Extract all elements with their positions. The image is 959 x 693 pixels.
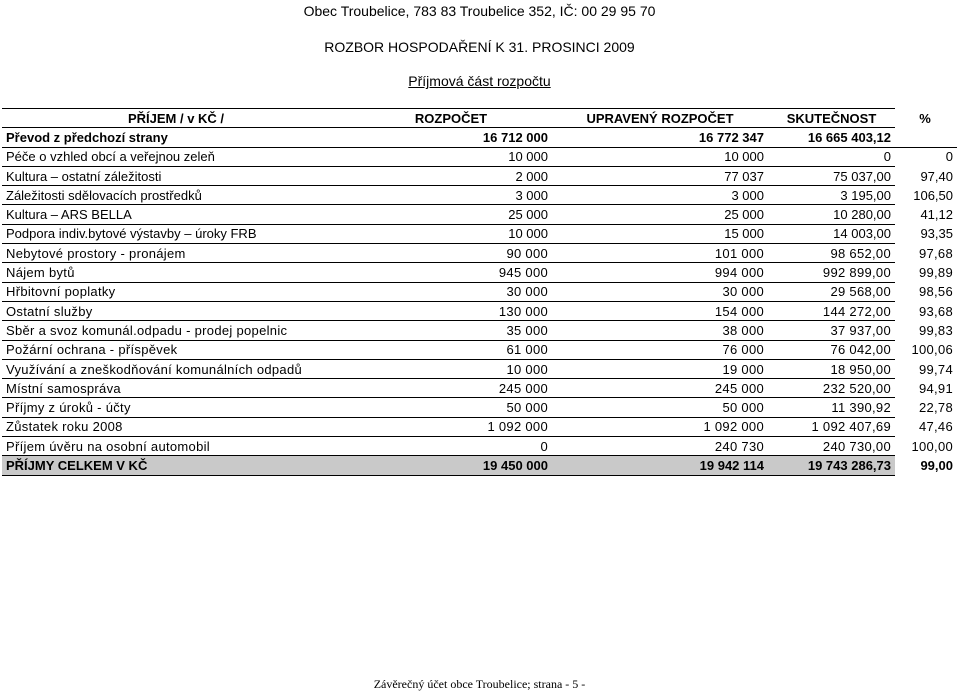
document-title: ROZBOR HOSPODAŘENÍ K 31. PROSINCI 2009 [324, 39, 635, 55]
table-row [2, 417, 957, 436]
row-name: Nájem bytů [2, 263, 350, 282]
row-name: Podpora indiv.bytové výstavby – úroky FRB [2, 224, 350, 243]
row-name: Zůstatek roku 2008 [2, 417, 350, 436]
row-adjusted-budget: 38 000 [552, 321, 768, 340]
row-percent [895, 128, 957, 147]
row-budget: 35 000 [350, 321, 552, 340]
total-budget: 19 450 000 [350, 456, 552, 475]
row-name: Příjem úvěru na osobní automobil [2, 437, 350, 456]
income-budget-table [2, 108, 957, 476]
row-percent: 100,00 [911, 438, 953, 454]
row-actual: 14 003,00 [768, 224, 895, 243]
row-percent: 94,91 [918, 380, 953, 396]
row-adjusted-budget: 101 000 [552, 244, 768, 263]
row-actual: 10 280,00 [768, 205, 895, 224]
row-budget: 245 000 [350, 379, 552, 398]
row-adjusted-budget: 3 000 [552, 186, 768, 205]
row-percent: 106,50 [913, 187, 953, 203]
row-percent: 98,56 [918, 284, 953, 300]
document-header-address: Obec Troubelice, 783 83 Troubelice 352, IČ: 00 29 95 70 [303, 3, 656, 19]
row-name: Hřbitovní poplatky [2, 282, 350, 301]
total-percent: 99,00 [895, 456, 957, 475]
row-percent: 47,46 [918, 419, 953, 435]
table-row [2, 186, 957, 205]
row-budget: 2 000 [350, 166, 552, 185]
row-adjusted-budget: 15 000 [552, 224, 768, 243]
row-actual: 232 520,00 [768, 379, 895, 398]
page-footer: Závěrečný účet obce Troubelice; strana - 5 - [373, 677, 586, 691]
row-name: Převod z předchozí strany [2, 128, 350, 147]
row-actual: 98 652,00 [768, 244, 895, 263]
row-percent: 100,06 [911, 342, 953, 358]
row-percent: 0 [945, 149, 953, 165]
row-adjusted-budget: 154 000 [552, 301, 768, 320]
row-percent: 99,83 [918, 322, 953, 338]
row-adjusted-budget: 245 000 [552, 379, 768, 398]
table-row [2, 147, 957, 166]
row-name: Požární ochrana - příspěvek [2, 340, 350, 359]
row-name: Kultura – ARS BELLA [2, 205, 350, 224]
column-header-percent: % [919, 110, 931, 126]
row-name: Péče o vzhled obcí a veřejnou zeleň [2, 147, 350, 166]
row-adjusted-budget: 1 092 000 [552, 417, 768, 436]
row-percent: 93,35 [920, 226, 953, 242]
table-row [2, 359, 957, 378]
row-budget: 61 000 [350, 340, 552, 359]
row-adjusted-budget: 10 000 [552, 147, 768, 166]
row-adjusted-budget: 994 000 [552, 263, 768, 282]
table-row [2, 224, 957, 243]
row-budget: 30 000 [350, 282, 552, 301]
row-budget: 10 000 [350, 359, 552, 378]
row-adjusted-budget: 50 000 [552, 398, 768, 417]
table-row [2, 166, 957, 185]
row-name: Kultura – ostatní záležitosti [2, 166, 350, 185]
row-actual: 240 730,00 [768, 437, 895, 456]
table-row [2, 398, 957, 417]
row-actual: 11 390,92 [768, 398, 895, 417]
row-budget: 3 000 [350, 186, 552, 205]
row-actual: 16 665 403,12 [768, 128, 895, 147]
row-name: Příjmy z úroků - účty [2, 398, 350, 417]
row-percent: 99,89 [918, 265, 953, 281]
row-budget: 0 [350, 437, 552, 456]
column-header-income: PŘÍJEM / v KČ / [2, 109, 350, 128]
document-subtitle: Příjmová část rozpočtu [408, 73, 551, 89]
table-row [2, 379, 957, 398]
row-budget: 50 000 [350, 398, 552, 417]
row-adjusted-budget: 30 000 [552, 282, 768, 301]
row-actual: 18 950,00 [768, 359, 895, 378]
row-name: Místní samospráva [2, 379, 350, 398]
row-percent: 99,74 [918, 361, 953, 377]
row-adjusted-budget: 25 000 [552, 205, 768, 224]
row-percent: 93,68 [918, 303, 953, 319]
row-name: Záležitosti sdělovacích prostředků [2, 186, 350, 205]
total-label: PŘÍJMY CELKEM V KČ [2, 456, 350, 475]
row-name: Sběr a svoz komunál.odpadu - prodej popelnic [2, 321, 350, 340]
table-total-row [2, 456, 957, 475]
table-row [2, 340, 957, 359]
row-actual: 75 037,00 [768, 166, 895, 185]
row-adjusted-budget: 77 037 [552, 166, 768, 185]
total-actual: 19 743 286,73 [768, 456, 895, 475]
row-adjusted-budget: 19 000 [552, 359, 768, 378]
row-percent: 97,40 [920, 168, 953, 184]
row-name: Využívání a zneškodňování komunálních odpadů [2, 359, 350, 378]
row-actual: 1 092 407,69 [768, 417, 895, 436]
row-name: Ostatní služby [2, 301, 350, 320]
row-actual: 3 195,00 [768, 186, 895, 205]
row-percent: 97,68 [918, 245, 953, 261]
row-budget: 945 000 [350, 263, 552, 282]
row-adjusted-budget: 76 000 [552, 340, 768, 359]
table-row [2, 244, 957, 263]
table-header-row [2, 109, 957, 128]
column-header-budget: ROZPOČET [350, 109, 552, 128]
table-row [2, 282, 957, 301]
row-name: Nebytové prostory - pronájem [2, 244, 350, 263]
row-budget: 90 000 [350, 244, 552, 263]
table-row [2, 128, 957, 147]
row-budget: 1 092 000 [350, 417, 552, 436]
total-adjusted-budget: 19 942 114 [552, 456, 768, 475]
row-actual: 144 272,00 [768, 301, 895, 320]
row-actual: 29 568,00 [768, 282, 895, 301]
row-budget: 10 000 [350, 224, 552, 243]
table-row [2, 301, 957, 320]
table-row [2, 263, 957, 282]
row-budget: 25 000 [350, 205, 552, 224]
row-actual: 76 042,00 [768, 340, 895, 359]
row-actual: 37 937,00 [768, 321, 895, 340]
row-budget: 10 000 [350, 147, 552, 166]
row-budget: 130 000 [350, 301, 552, 320]
table-row [2, 437, 957, 456]
row-percent: 41,12 [920, 207, 953, 223]
column-header-actual: SKUTEČNOST [768, 109, 895, 128]
row-budget: 16 712 000 [350, 128, 552, 147]
column-header-adjusted-budget: UPRAVENÝ ROZPOČET [552, 109, 768, 128]
row-adjusted-budget: 240 730 [552, 437, 768, 456]
table-row [2, 321, 957, 340]
table-row [2, 205, 957, 224]
row-actual: 992 899,00 [768, 263, 895, 282]
row-percent: 22,78 [918, 400, 953, 416]
row-actual: 0 [768, 147, 895, 166]
table-body [2, 128, 957, 456]
row-adjusted-budget: 16 772 347 [552, 128, 768, 147]
